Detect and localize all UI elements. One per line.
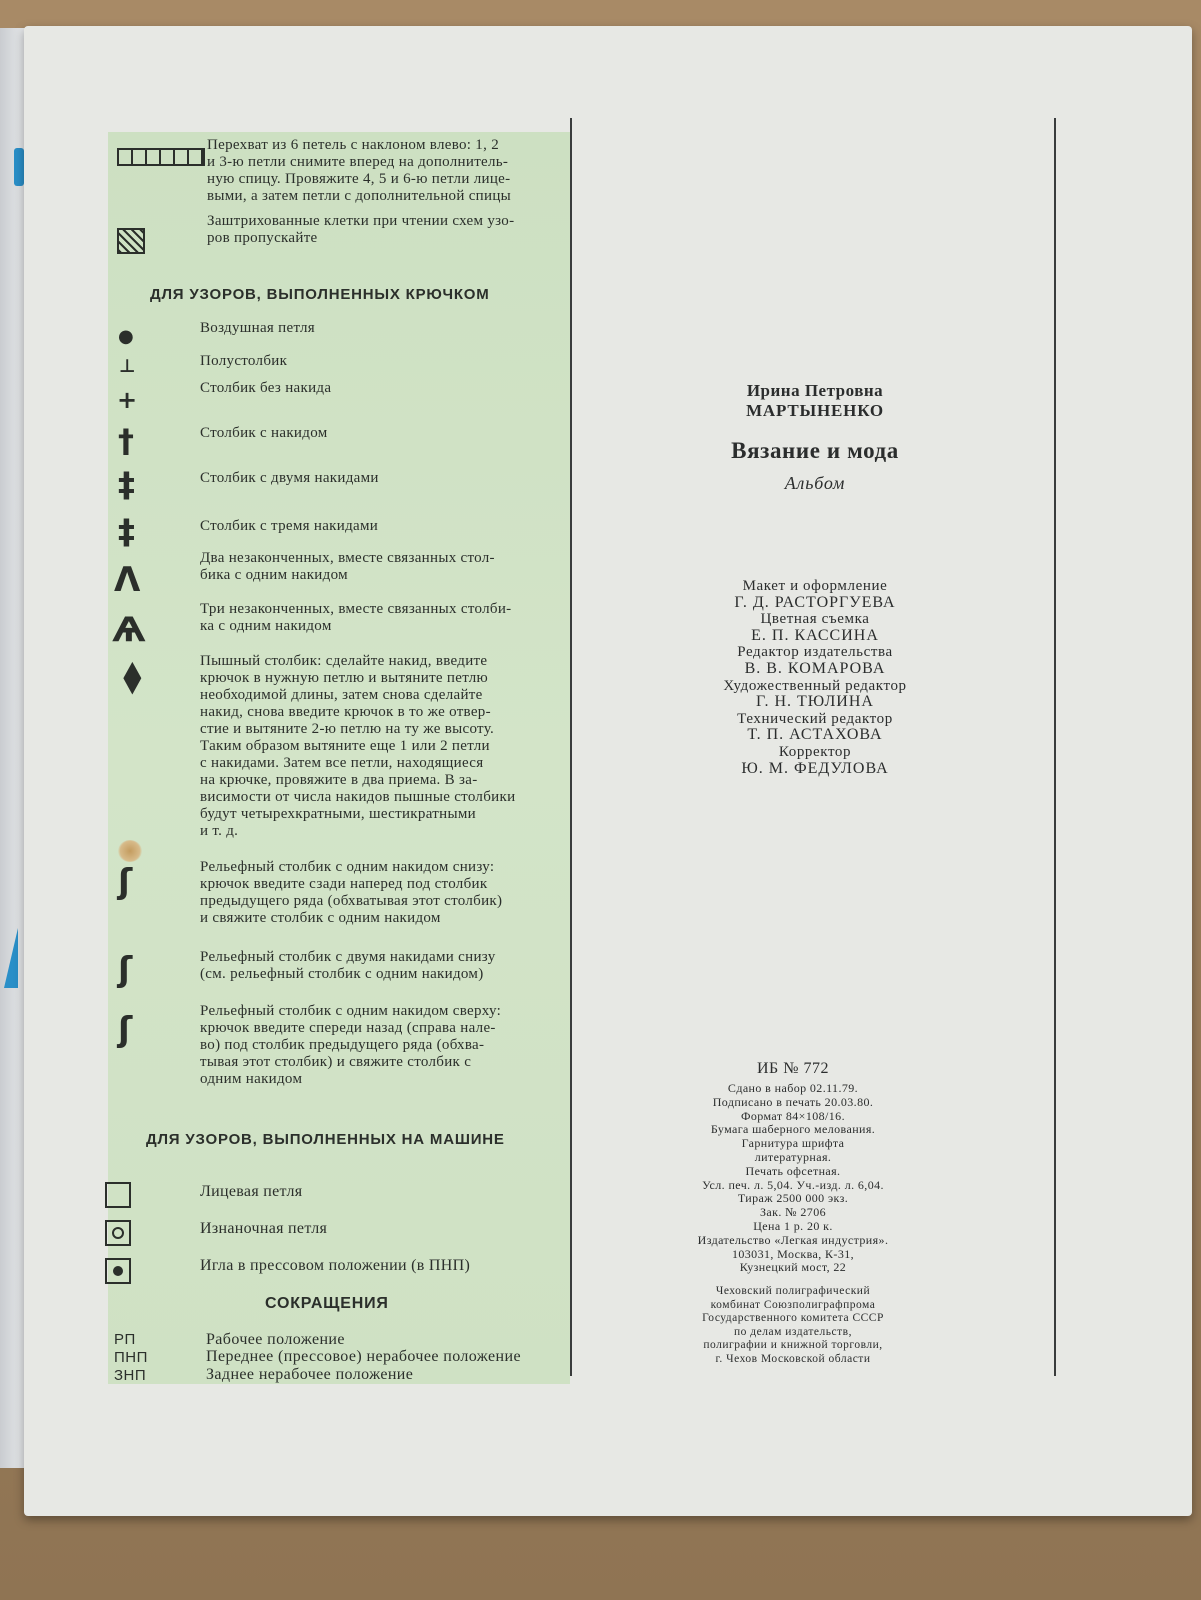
author-last-name: МАРТЫНЕНКО — [746, 401, 884, 420]
machine-heading: ДЛЯ УЗОРОВ, ВЫПОЛНЕННЫХ НА МАШИНЕ — [146, 1131, 505, 1148]
two-together-icon: Λ — [114, 560, 141, 600]
front-post-double-icon: ʃ — [118, 950, 133, 990]
credit-name: В. В. КОМАРОВА — [744, 659, 886, 677]
ib-number: ИБ № 772 — [756, 1060, 829, 1077]
credit-role: Корректор — [778, 743, 852, 760]
single-crochet-icon: + — [117, 386, 138, 414]
printer-block: Чеховский полиграфический комбинат Союзполиграфпрома Государственного комитета СССР по делам издательств, полиграфии и книжной торговли, г. Чехов Московской области — [702, 1285, 884, 1365]
credit-role: Технический редактор — [737, 710, 893, 727]
book-title: Вязание и мода — [731, 438, 899, 463]
book-subtitle: Альбом — [784, 473, 846, 493]
credit-role: Макет и оформление — [742, 578, 888, 594]
credit-role: Редактор издательства — [737, 644, 893, 661]
double-treble-icon: ‡ — [118, 512, 135, 552]
credit-role: Цветная съемка — [760, 611, 870, 628]
paper-stain — [118, 840, 142, 862]
column-divider — [1054, 118, 1056, 1376]
knit-stitch-label: Лицевая петля — [200, 1183, 303, 1200]
single-crochet-label: Столбик без накида — [200, 380, 332, 396]
abbr-znp: ЗНП — [114, 1367, 147, 1384]
front-post-label: Рельефный столбик с одним накидом снизу: крючок введите сзади наперед под столбик предыдущего ряда (обхватывая этот столбик) и свяжите столбик с одним накидом — [200, 859, 503, 926]
abbreviations-heading: СОКРАЩЕНИЯ — [265, 1295, 389, 1312]
purl-stitch-label: Изнаночная петля — [200, 1220, 328, 1237]
back-post-label: Рельефный столбик с одним накидом сверху: крючок введите спереди назад (справа нале- во) под столбик предыдущего ряда (обхва- тывая этот столбик) и свяжите столбик с одним накидом — [200, 1003, 502, 1087]
cross-description: Перехват из 6 петель с наклоном влево: 1, 2 и 3-ю петли снимите вперед на дополнитель- ную спицу. Провяжите 4, 5 и 6-ю петли лице- выми, а затем петли с дополнительной спицы — [207, 137, 512, 204]
imprint-block: Сдано в набор 02.11.79. Подписано в печать 20.03.80. Формат 84×108/16. Бумага шаберного мелования. Гарнитура шрифта литературная. Печать офсетная. Усл. печ. л. 5,04. Уч.-изд. л. 6,04. Тираж 2500 000 экз. Зак. № 2706 Цена 1 р. 20 к. Издательство «Легкая индустрия». 103031, Москва, К-31, Кузнецкий мост, 22 — [697, 1081, 889, 1275]
hatched-cell-icon — [117, 228, 145, 254]
empty-square-icon — [105, 1182, 131, 1208]
credit-name: Е. П. КАССИНА — [751, 626, 879, 644]
chain-stitch-label: Воздушная петля — [200, 320, 315, 336]
tuck-position-label: Игла в прессовом положении (в ПНП) — [200, 1257, 471, 1274]
dot-square-icon — [105, 1258, 131, 1284]
three-together-icon: Ѧ — [112, 610, 146, 650]
chain-stitch-icon: ● — [118, 326, 134, 347]
abbr-pnp: ПНП — [114, 1349, 148, 1366]
double-treble-label: Столбик с тремя накидами — [200, 518, 379, 534]
credit-name: Ю. М. ФЕДУЛОВА — [741, 759, 889, 777]
front-post-icon: ʃ — [118, 862, 133, 902]
credits-block — [586, 578, 1044, 777]
treble-crochet-label: Столбик с двумя накидами — [200, 470, 379, 486]
credit-name: Т. П. АСТАХОВА — [747, 726, 883, 744]
circle-square-icon — [105, 1220, 131, 1246]
author-first-name: Ирина Петровна — [746, 381, 884, 400]
puff-stitch-label: Пышный столбик: сделайте накид, введите крючок в нужную петлю и вытяните петлю необходимой длины, затем снова сделайте накид, снова введите крючок в то же отвер- стие и вытяните 2-ю петлю на ту же высоту. Таким образом вытяните еще 1 или 2 петли с накидами. Затем все петли, находящиеся на крючке, провяжите в два приема. В за- висимости от числа накидов пышные столбики будут четырехкратными, шестикратными и т. д. — [200, 653, 516, 839]
slip-stitch-icon: ⊥ — [119, 356, 136, 377]
three-together-label: Три незаконченных, вместе связанных столби- ка с одним накидом — [200, 601, 512, 634]
cross-stitch-icon — [117, 148, 205, 166]
double-crochet-label: Столбик с накидом — [200, 425, 328, 441]
crochet-heading: ДЛЯ УЗОРОВ, ВЫПОЛНЕННЫХ КРЮЧКОМ — [150, 286, 490, 303]
slip-stitch-label: Полустолбик — [200, 353, 288, 369]
abbr-znp-text: Заднее нерабочее положение — [206, 1366, 414, 1383]
abbr-rp: РП — [114, 1331, 136, 1348]
abbr-rp-text: Рабочее положение — [206, 1331, 345, 1348]
two-together-label: Два незаконченных, вместе связанных стол- бика с одним накидом — [200, 550, 495, 583]
back-post-icon: ʃ — [118, 1010, 133, 1050]
treble-crochet-icon: ‡ — [118, 465, 135, 505]
double-crochet-icon: † — [118, 422, 134, 460]
credit-name: Г. Н. ТЮЛИНА — [756, 693, 874, 711]
puff-stitch-icon: ♦ — [118, 652, 147, 706]
credit-role: Художественный редактор — [723, 677, 907, 694]
hatched-description: Заштрихованные клетки при чтении схем узо- ров пропускайте — [207, 213, 515, 246]
front-post-double-label: Рельефный столбик с двумя накидами снизу (см. рельефный столбик с одним накидом) — [200, 949, 496, 982]
blue-print-mark — [14, 148, 24, 186]
credit-name: Г. Д. РАСТОРГУЕВА — [734, 593, 896, 611]
blue-print-mark — [4, 928, 18, 988]
abbr-pnp-text: Переднее (прессовое) нерабочее положение — [206, 1348, 521, 1365]
